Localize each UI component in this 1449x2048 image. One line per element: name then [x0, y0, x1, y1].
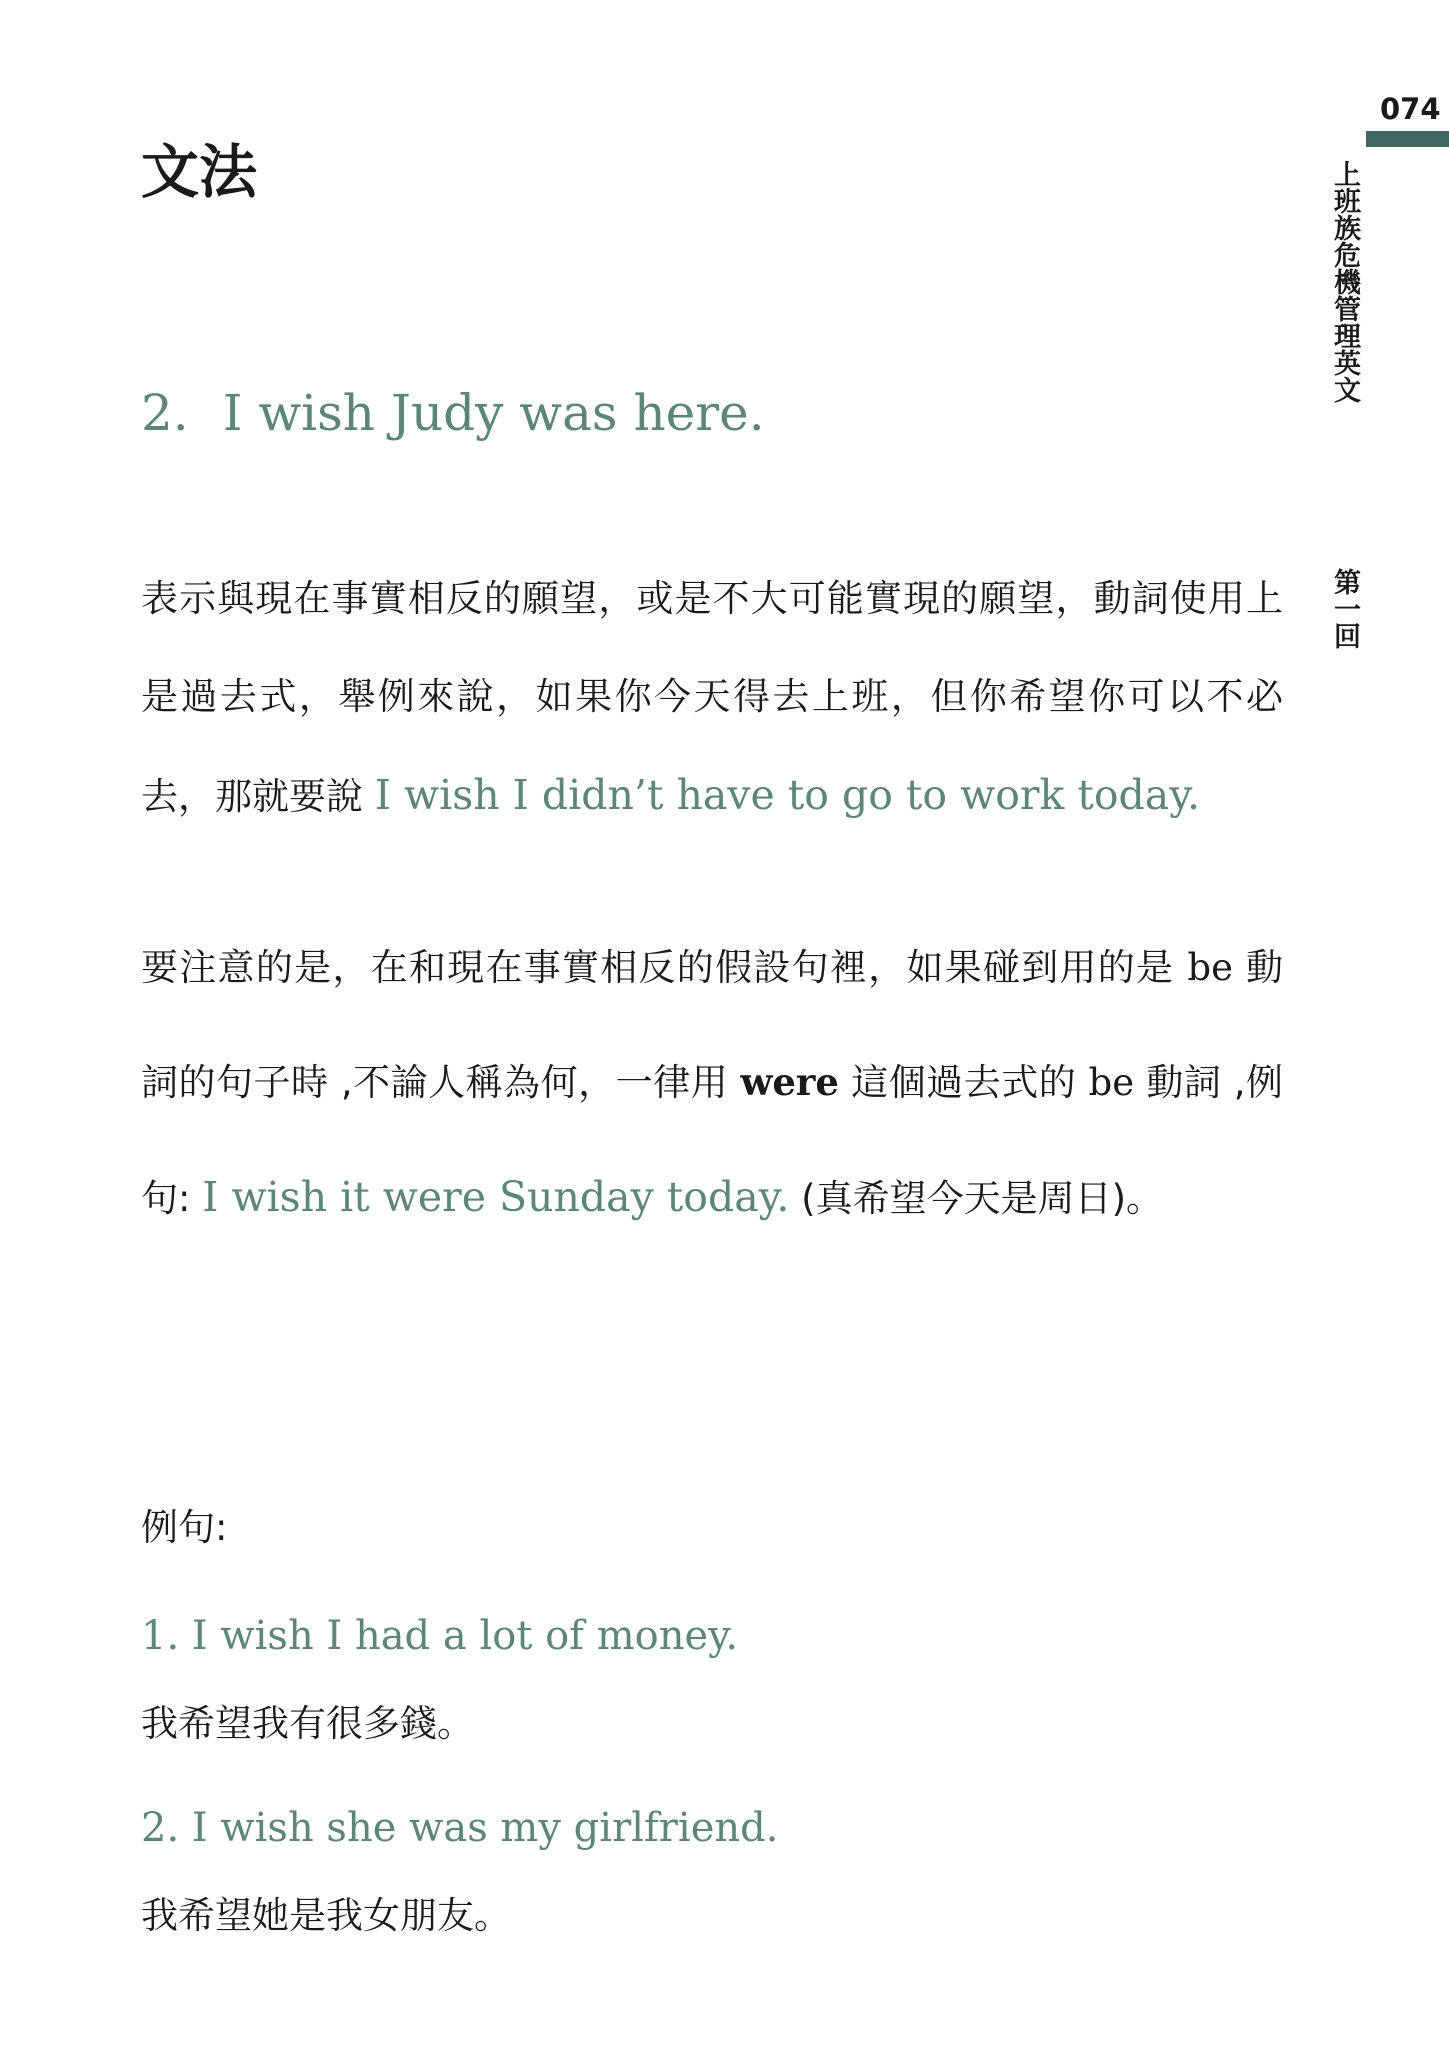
sidebar-chapter: 第一回: [1329, 568, 1360, 649]
page-tab-marker: [1366, 131, 1449, 147]
note-be-1: be: [1187, 946, 1233, 989]
note-text-1: 要注意的是，在和現在事實相反的假設句裡，如果碰到用的是: [141, 946, 1175, 989]
note-be-2: be: [1088, 1061, 1135, 1104]
note-text-2: 動詞的句子時 ,不論人稱為何，一律用: [141, 946, 1284, 1104]
note-were: were: [740, 1060, 839, 1104]
note-text-5: (真希望今天是周日)。: [789, 1177, 1164, 1220]
note-paragraph: [141, 910, 1283, 1256]
explanation-example: I wish I didn’t have to go to work today.: [374, 771, 1200, 819]
example-1-english: 1. I wish I had a lot of money.: [141, 1613, 739, 1659]
note-example: I wish it were Sunday today.: [202, 1173, 790, 1221]
grammar-point-number: 2.: [141, 384, 189, 442]
explanation-paragraph: [141, 550, 1283, 846]
section-heading: 文法: [141, 138, 258, 206]
example-2-chinese: 我希望她是我女朋友。: [141, 1894, 511, 1937]
example-2-english: 2. I wish she was my girlfriend.: [141, 1805, 779, 1851]
note-text-3: 這個過去式的: [838, 1061, 1077, 1104]
page-number: 074: [1380, 92, 1441, 126]
grammar-point-title: [141, 378, 765, 448]
grammar-point-sentence: I wish Judy was here.: [222, 384, 765, 442]
example-1-chinese: 我希望我有很多錢。: [141, 1702, 474, 1745]
examples-label: 例句:: [141, 1506, 228, 1549]
note-text-4: 動詞 ,例句:: [141, 1061, 1283, 1220]
explanation-text: 表示與現在事實相反的願望，或是不大可能實現的願望，動詞使用上是過去式，舉例來說，如果你今天得去上班，但你希望你可以不必去，那就要說: [141, 577, 1283, 818]
sidebar-book-title: 上班族危機管理英文: [1329, 160, 1360, 403]
